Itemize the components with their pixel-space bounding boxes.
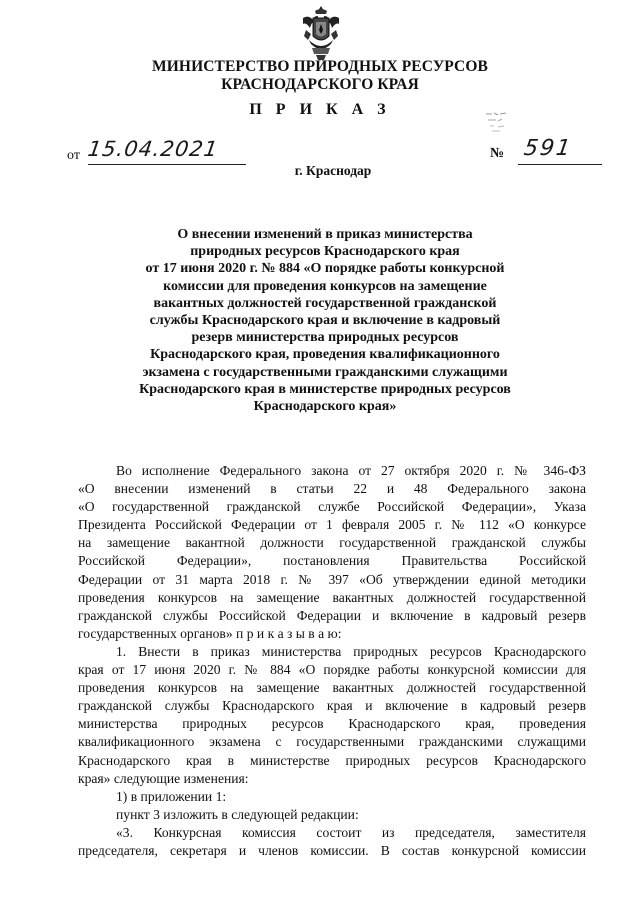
coat-of-arms-emblem xyxy=(300,4,342,62)
order-body-text xyxy=(78,462,586,860)
subject-line: Краснодарского края в министерстве природных ресурсов xyxy=(139,381,511,397)
subject-line: службы Краснодарского края и включение в кадровый xyxy=(149,313,501,329)
subject-line: экзамена с государственными гражданскими служащими xyxy=(142,364,508,380)
date-prefix: от xyxy=(67,148,80,163)
city-name: г. Краснодар xyxy=(294,163,372,178)
body-line: гражданской службы Краснодарского края и включение в кадровый резерв xyxy=(78,698,586,714)
body-line: Краснодарского края в министерстве природных ресурсов Краснодарского xyxy=(78,752,586,768)
subject-line: резерв министерства природных ресурсов xyxy=(191,330,459,346)
body-line: министерства природных ресурсов Краснодарского края, проведения xyxy=(78,716,586,732)
body-line: Федерации от 31 марта 2018 г. № 397 «Об утверждении единой методики xyxy=(78,571,586,587)
body-line: Во исполнение Федерального закона от 27 октября 2020 г. № 346-ФЗ xyxy=(116,463,586,478)
body-line: 1. Внести в приказ министерства природных ресурсов Краснодарского xyxy=(116,643,586,659)
body-line: председателя, секретаря и членов комиссии. В состав конкурсной комиссии xyxy=(78,842,586,858)
body-line: 1) в приложении 1: xyxy=(116,788,227,804)
body-line: «3. Конкурсная комиссия состоит из председателя, заместителя xyxy=(116,824,586,840)
body-line: квалификационного экзамена с государственными гражданскими служащими xyxy=(78,734,586,750)
body-line: края» следующие изменения: xyxy=(78,770,249,786)
body-line: на замещение вакантной должности государственной гражданской службы xyxy=(78,535,586,551)
subject-line: комиссии для проведения конкурсов на замещение xyxy=(163,278,487,294)
body-line: проведения конкурсов на замещение вакантных должностей государственной xyxy=(78,680,586,696)
number-prefix: № xyxy=(490,146,505,161)
subject-line: от 17 июня 2020 г. № 884 «О порядке работы конкурсной xyxy=(145,261,505,277)
ministry-name-line2: КРАСНОДАРСКОГО КРАЯ xyxy=(221,76,419,93)
subject-line: природных ресурсов Краснодарского края xyxy=(190,244,460,260)
body-line: Российской Федерации», постановления Правительства Российской xyxy=(78,553,586,569)
body-line: пункт 3 изложить в следующей редакции: xyxy=(116,806,359,822)
ministry-name-line1: МИНИСТЕРСТВО ПРИРОДНЫХ РЕСУРСОВ xyxy=(152,58,488,75)
body-line: Президента Российской Федерации от 1 февраля 2005 г. № 112 «О конкурсе xyxy=(78,517,586,533)
body-line: государственных органов» п р и к а з ы в а ю: xyxy=(78,625,342,641)
subject-line: О внесении изменений в приказ министерства xyxy=(177,227,473,242)
order-number-handwritten: 591 xyxy=(522,136,574,161)
order-subject-title xyxy=(110,226,540,415)
body-line: «О государственной гражданской службе Российской Федерации», Указа xyxy=(78,499,586,515)
body-line: проведения конкурсов на замещение вакантных должностей государственной xyxy=(78,589,586,605)
subject-line: Краснодарского края, проведения квалификационного xyxy=(150,347,500,363)
order-date-handwritten: 15.04.2021 xyxy=(86,137,220,161)
registration-stamp-mark xyxy=(484,108,514,134)
order-title: П Р И К А З xyxy=(249,101,391,118)
subject-line: вакантных должностей государственной гражданской xyxy=(153,295,497,311)
body-line: «О внесении изменений в статьи 22 и 48 Федерального закона xyxy=(78,481,586,497)
body-line: края от 17 июня 2020 г. № 884 «О порядке работы конкурсной комиссии для xyxy=(78,662,586,678)
body-line: гражданской службы Российской Федерации и включение в кадровый резерв xyxy=(78,607,586,623)
subject-line: Краснодарского края» xyxy=(253,399,397,415)
